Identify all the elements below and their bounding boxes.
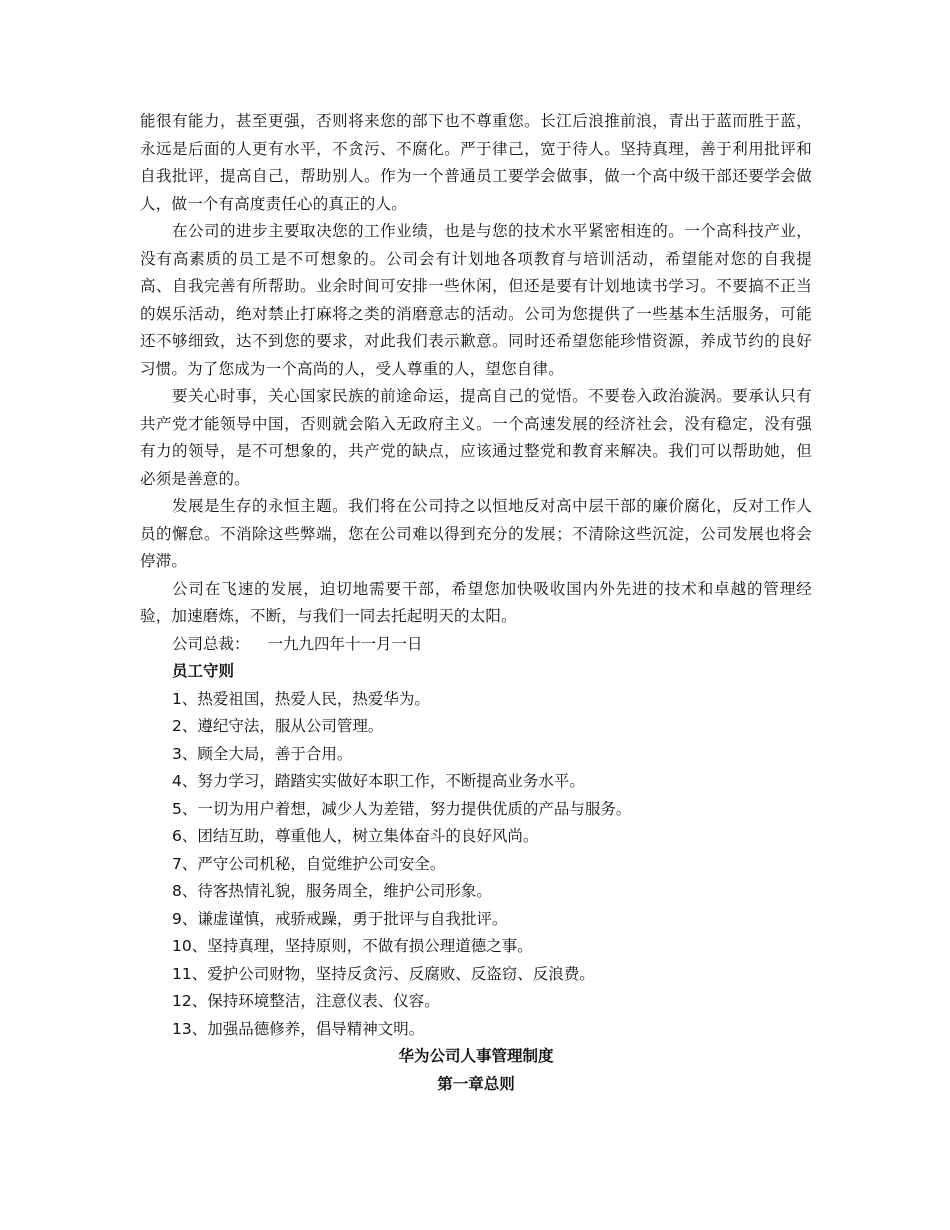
- rule-item: 12、保持环境整洁，注意仪表、仪容。: [172, 992, 440, 1010]
- signature-date: 一九九四年十一月一日: [267, 634, 423, 653]
- paragraph-progress: 在公司的进步主要取决您的工作业绩，也是与您的技术水平紧密相连的。一个高科技产业，没有高素质的员工是不可想象的。公司会有计划地各项教育与培训活动，希望能对您的自我提高、自我完善有所帮助。业余时间可安排一些休闲，但还是要有计划地读书学习。不要搞不正当的娱乐活动，绝对禁止打麻将之类的消磨意志的活动。公司为您提供了一些基本生活服务，可能还不够细致，达不到您的要求，对此我们表示歉意。同时还希望您能珍惜资源，养成节约的良好习惯。为了您成为一个高尚的人，受人尊重的人，望您自律。: [140, 222, 812, 378]
- chapter-title: 第一章总则: [437, 1074, 515, 1093]
- document-title: 华为公司人事管理制度: [398, 1047, 554, 1065]
- rule-item: 8、待客热情礼貌，服务周全，维护公司形象。: [172, 882, 492, 900]
- rule-item: 2、遵纪守法，服从公司管理。: [172, 717, 384, 735]
- rule-item: 3、顾全大局，善于合用。: [172, 744, 353, 763]
- rules-list: [140, 686, 812, 1044]
- paragraph-current-affairs: 要关心时事，关心国家民族的前途命运，提高自己的觉悟。不要卷入政治漩涡。要承认只有共产党才能领导中国，否则就会陷入无政府主义。一个高速发展的经济社会，没有稳定，没有强有力的领导，是不可想象的，共产党的缺点，应该通过整党和教育来解决。我们可以帮助她，但必须是善意的。: [140, 387, 812, 488]
- paragraph-development: 发展是生存的永恒主题。我们将在公司持之以恒地反对高中层干部的廉价腐化，反对工作人员的懈怠。不消除这些弊端，您在公司难以得到充分的发展；不清除这些沉淀，公司发展也将会停滞。: [140, 497, 812, 570]
- signature-label: 公司总裁：: [172, 634, 250, 653]
- rule-item: 1、热爱祖国，热爱人民，热爱华为。: [172, 689, 430, 708]
- rules-heading: 员工守则: [172, 662, 235, 680]
- rule-item: 4、努力学习，踏踏实实做好本职工作，不断提高业务水平。: [172, 772, 585, 790]
- rule-item: 7、严守公司机秘，自觉维护公司安全。: [172, 854, 446, 873]
- rule-item: 9、谦虚谨慎，戒骄戒躁，勇于批评与自我批评。: [172, 909, 508, 928]
- rule-item: 6、团结互助，尊重他人，树立集体奋斗的良好风尚。: [172, 827, 539, 845]
- paragraph-continued: 能很有能力，甚至更强，否则将来您的部下也不尊重您。长江后浪推前浪，青出于蓝而胜于蓝，永远是后面的人更有水平，不贪污、不腐化。严于律己，宽于待人。坚持真理，善于利用批评和自我批评，提高自己，帮助别人。作为一个普通员工要学会做事，做一个高中级干部还要学会做人，做一个有高度责任心的真正的人。: [140, 112, 812, 213]
- rule-item: 5、一切为用户着想，减少人为差错，努力提供优质的产品与服务。: [172, 799, 632, 818]
- rule-item: 11、爱护公司财物，坚持反贪污、反腐败、反盗窃、反浪费。: [172, 964, 595, 983]
- rule-item: 10、坚持真理，坚持原则，不做有损公理道德之事。: [172, 937, 533, 955]
- paragraph-closing: 公司在飞速的发展，迫切地需要干部，希望您加快吸收国内外先进的技术和卓越的管理经验，加速磨炼，不断，与我们一同去托起明天的太阳。: [140, 579, 812, 625]
- rule-item: 13、加强品德修养，倡导精神文明。: [172, 1019, 425, 1038]
- signature-line: [140, 631, 812, 659]
- document-page: [140, 108, 812, 1098]
